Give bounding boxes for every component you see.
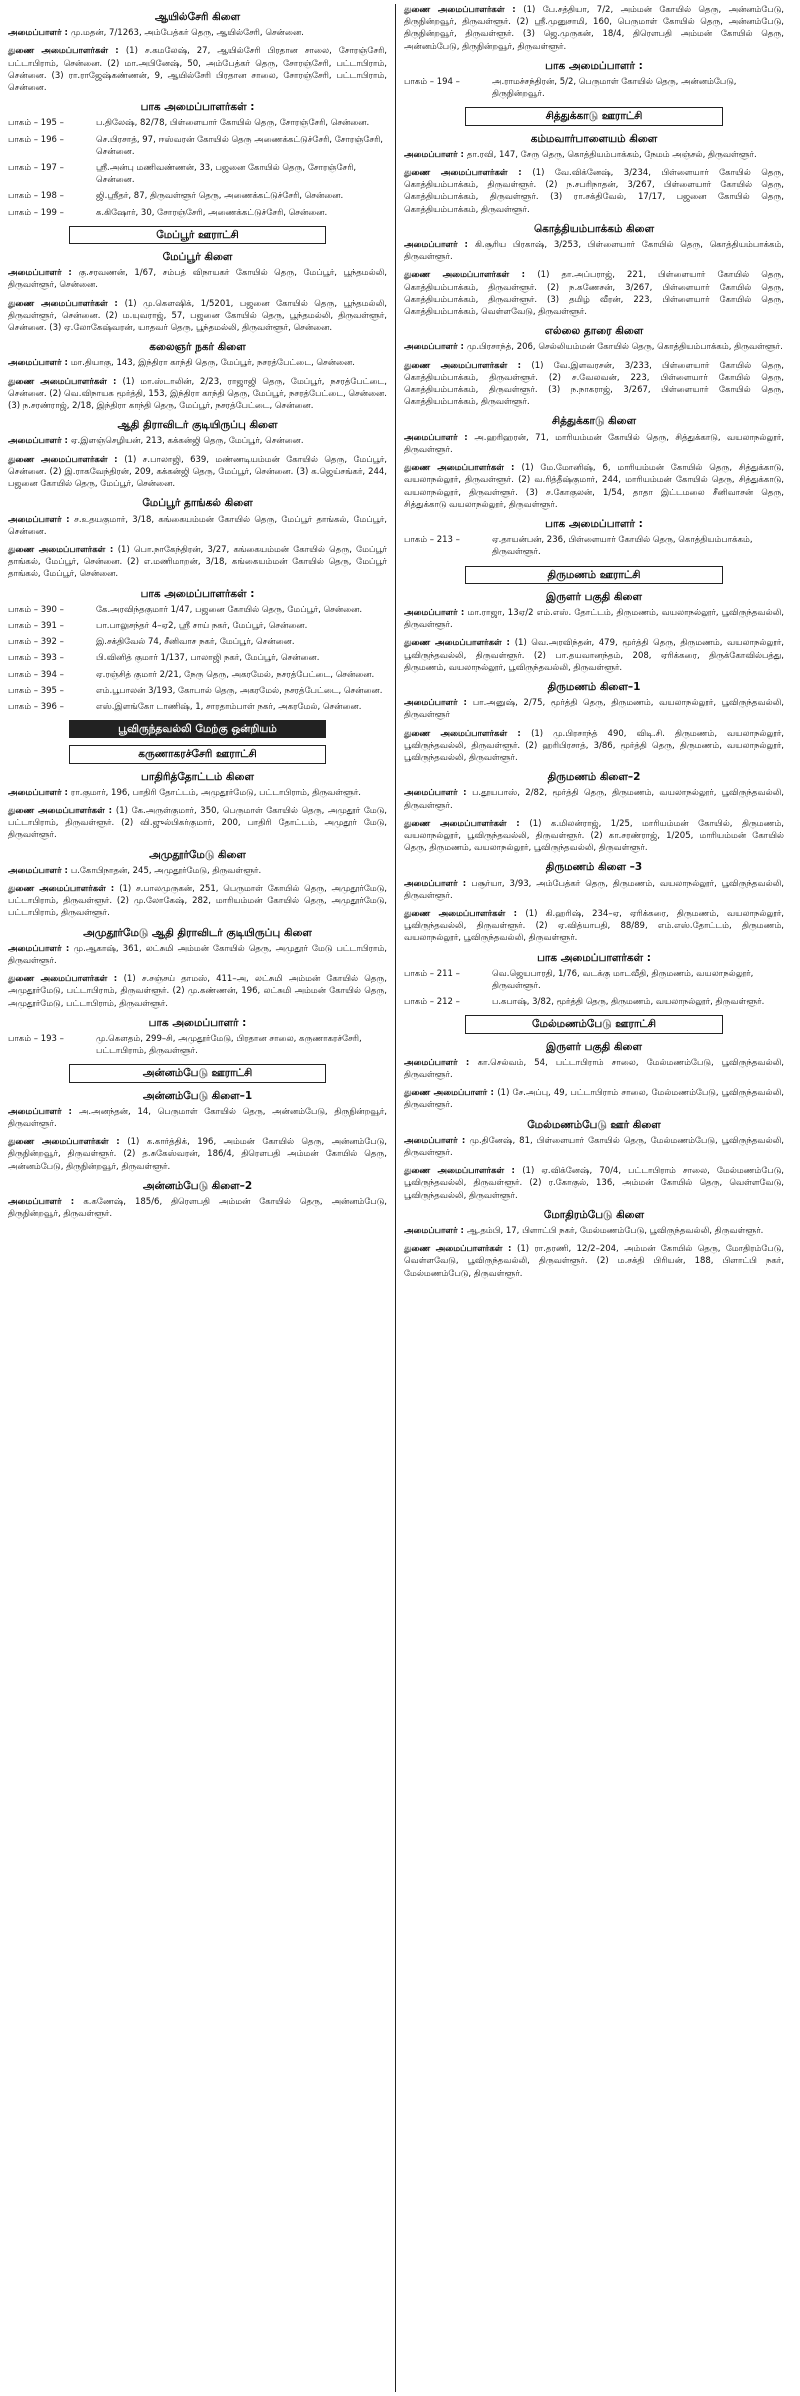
section-heading: மோதிரம்பேடு கிளை xyxy=(543,1208,645,1221)
section-heading: இருளர் பகுதி கிளை xyxy=(546,1040,642,1053)
member-entry xyxy=(404,167,784,216)
panchayat-heading: அன்னம்பேடு ஊராட்சி xyxy=(69,1064,326,1082)
member-entry xyxy=(8,45,387,94)
role-label: துணை அமைப்பாளர்கள் : xyxy=(404,1244,517,1254)
section-heading: பாதிரித்தோட்டம் கிளை xyxy=(141,770,254,783)
member-details: மா.தியாகு, 143, இந்திரா காந்தி தெரு, மேப்பூர், நசரத்பேட்டை, சென்னை. xyxy=(70,358,355,369)
booth-number: பாகம் – 394 – xyxy=(8,669,64,680)
member-details: (1) ஏ.விக்னேஷ், 70/4, பட்டாபிராம் சாலை, மேல்மணம்பேடு, பூவிருந்தவல்லி, திருவள்ளூர். (2) ர.கோகுல், 136, அம்மன் கோயில் தெரு, வெள்ளவேடு, பூவிருந்தவல்லி, திருவள்ளூர். xyxy=(404,1166,784,1201)
role-label: அமைப்பாளர் : xyxy=(404,342,467,352)
booth-entry xyxy=(8,669,387,681)
member-entry xyxy=(404,908,784,945)
booth-number: பாகம் – 212 – xyxy=(404,997,460,1008)
booth-number: பாகம் – 391 – xyxy=(8,620,64,631)
role-label: துணை அமைப்பாளர் : xyxy=(404,1088,497,1098)
member-entry xyxy=(8,454,387,491)
role-label: துணை அமைப்பாளர்கள் : xyxy=(8,806,116,816)
member-details: அ.ஹரிஹரன், 71, மாரியம்மன் கோயில் தெரு, சித்துக்காடு, வயலாநல்லூர், திருவள்ளூர். xyxy=(404,432,784,455)
member-entry xyxy=(8,435,387,447)
section-heading: எல்லை தாரை கிளை xyxy=(544,325,644,338)
section-heading: திருமணம் கிளை –3 xyxy=(545,861,643,874)
member-entry xyxy=(404,1225,784,1237)
member-details: மா.ராஜா, 13ஏ/2 எம்.எஸ். தோட்டம், திருமணம், வயலாநல்லூர், பூவிருந்தவல்லி, திருவள்ளூர். xyxy=(404,607,784,631)
booth-organiser: பி.வினித் குமார் 1/137, பாலாஜி நகர், மேப்பூர், சென்னை. xyxy=(96,653,320,664)
section-heading: பாக அமைப்பாளர்கள் : xyxy=(140,101,255,114)
booth-organiser: ப.கபாஷ், 3/82, மூர்த்தி தெரு, திருமணம், வயலாநல்லூர், திருவள்ளூர். xyxy=(492,997,765,1008)
member-details: ஆ.தம்பி, 17, பிளாட்பி நகர், மேல்மணம்பேடு, பூவிருந்தவல்லி, திருவள்ளூர். xyxy=(466,1226,764,1237)
member-entry xyxy=(404,149,784,161)
member-entry xyxy=(404,269,784,318)
panchayat-heading: திருமணம் ஊராட்சி xyxy=(465,566,722,584)
role-label: துணை அமைப்பாளர்கள் : xyxy=(8,377,122,387)
booth-number: பாகம் – 195 – xyxy=(8,118,64,129)
booth-entry xyxy=(8,652,387,664)
role-label: துணை அமைப்பாளர்கள் : xyxy=(404,5,523,15)
role-label: அமைப்பாளர் : xyxy=(404,1226,467,1236)
member-entry xyxy=(404,1057,784,1081)
booth-entry xyxy=(404,76,784,100)
member-details: (1) ரா.தரணி, 12/2–204, அம்மன் கோயில் தெரு, மோதிரம்பேடு, வெள்ளவேடு, பூவிருந்தவல்லி, திருவள்ளூர். (2) ம.சக்தி பிரியன், 188, பிளாட்பி நகர், மேல்மணம்பேடு, திருவள்ளூர். xyxy=(404,1244,784,1279)
right-column xyxy=(396,4,792,2392)
member-entry xyxy=(404,239,784,263)
member-entry xyxy=(8,376,387,413)
role-label: அமைப்பாளர் : xyxy=(404,240,475,250)
member-entry xyxy=(404,818,784,855)
member-details: தா.ரவி, 147, சேரு தெரு, கொத்தியம்பாக்கம், நேமம் அஞ்சல், திருவள்ளூர். xyxy=(466,149,757,160)
role-label: அமைப்பாளர் : xyxy=(404,788,472,798)
member-details: பசூர்யா, 3/93, அம்பேத்கர் தெரு, திருமணம், வயலாநல்லூர், பூவிருந்தவல்லி, திருவள்ளூர். xyxy=(404,878,784,901)
booth-number: பாகம் – 392 – xyxy=(8,637,64,648)
booth-entry xyxy=(404,534,784,558)
role-label: துணை அமைப்பாளர்கள் : xyxy=(8,455,124,465)
role-label: அமைப்பாளர் : xyxy=(8,944,74,954)
member-details: க.கணேஷ், 185/6, திரௌபதி அம்மன் கோயில் தெரு, அன்னம்பேடு, திருநின்றவூர், திருவள்ளூர். xyxy=(8,1197,387,1220)
booth-number: பாகம் – 213 – xyxy=(404,535,460,546)
role-label: அமைப்பாளர் : xyxy=(8,436,71,446)
section-heading: ஆயில்சேரி கிளை xyxy=(154,11,241,23)
section-heading: திருமணம் கிளை–2 xyxy=(547,771,641,784)
role-label: அமைப்பாளர் : xyxy=(404,608,468,618)
member-entry xyxy=(8,27,387,39)
member-details: (1) பே.சத்தியா, 7/2, அம்மன் கோயில் தெரு, அன்னம்பேடு, திருநின்றவூர், திருவள்ளூர். (2) ஸ்ரீ.முனுசாமி, 160, பெருமாள் கோயில் தெரு, அன்னம்பேடு, திருநின்றவூர், திருவள்ளூர். (3) ஜெ.முருகன், 18/4, திரௌபதி அம்மன் கோயில் தெரு, அன்னம்பேடு, திருநின்றவூர், திருவள்ளூர். xyxy=(404,5,784,52)
member-details: கா.செல்வம், 54, பட்டாபிராம் சாலை, மேல்மணம்பேடு, பூவிருந்தவல்லி, திருவள்ளூர். xyxy=(404,1057,784,1081)
member-details: மு.மதன், 7/1263, அம்பேத்கர் தெரு, ஆயில்சேரி, சென்னை. xyxy=(70,28,304,39)
booth-entry xyxy=(404,996,784,1008)
role-label: துணை அமைப்பாளர்கள் : xyxy=(8,974,124,984)
member-entry xyxy=(8,943,387,967)
member-details: (1) கே.அருள்குமார், 350, பெருமாள் கோயில் தெரு, அமுதூர் மேடு, பட்டாபிராம், திருவள்ளூர். (2) வி.ஜுல்பிகர்குமார், 200, பாதிரி தோட்டம், அமுதூர் மேடு, திருவள்ளூர். xyxy=(8,805,387,841)
member-entry xyxy=(8,973,387,1010)
role-label: துணை அமைப்பாளர்கள் : xyxy=(404,463,522,473)
booth-organiser: அ.ராமச்சந்திரன், 5/2, பெருமாள் கோயில் தெரு, அன்னம்பேடு, திருநின்றவூர். xyxy=(492,77,737,100)
booth-organiser: மு.கௌதம், 299–சி, அமுதூர்மேடு, பிரதான சாலை, கருணாகரச்சேரி, பட்டாபிராம், திருவள்ளூர். xyxy=(96,1034,362,1057)
member-details: (1) மா.ஸ்டாலின், 2/23, ராஜாஜி தெரு, மேப்பூர், நசரத்பேட்டை, சென்னை. (2) வெ.விநாயக மூர்த்தி, 153, இந்திரா காந்தி தெரு, மேப்பூர், நசரத்பேட்டை, சென்னை. (3) ந.சரண்ராஜ், 2/18, இந்திரா காந்தி தெரு, மேப்பூர், நசரத்பேட்டை, சென்னை. xyxy=(8,376,387,412)
member-details: (1) வே.விக்னேஷ், 3/234, பிள்ளையார் கோயில் தெரு, கொத்தியம்பாக்கம், திருவள்ளூர். (2) ந.சபரிநாதன், 3/267, பிள்ளையார் கோயில் தெரு, கொத்தியம்பாக்கம், திருவள்ளூர். (3) ரா.சக்திவேல், 17/17, பஜனை கோயில் தெரு, கொத்தியம்பாக்கம், திருவள்ளூர். xyxy=(404,168,784,215)
role-label: அமைப்பாளர் : xyxy=(8,358,71,368)
role-label: அமைப்பாளர் : xyxy=(404,1136,470,1146)
booth-number: பாகம் – 395 – xyxy=(8,685,64,696)
member-entry xyxy=(8,298,387,335)
booth-organiser: ஸ்ரீ.அன்பு மணிவண்ணன், 33, பஜனை கோயில் தெரு, சோரஞ்சேரி, சென்னை. xyxy=(96,163,357,186)
role-label: துணை அமைப்பாளர்கள் : xyxy=(404,638,515,648)
booth-organiser: எம்.பூபாலன் 3/193, கோபால் தெரு, அகரமேல், நசரத்பேட்டை, சென்னை. xyxy=(96,685,383,696)
booth-entry xyxy=(8,701,387,713)
member-details: (1) சே.அப்பு, 49, பட்டாபிராம் சாலை, மேல்மணம்பேடு, பூவிருந்தவல்லி, திருவள்ளூர். xyxy=(404,1088,784,1111)
role-label: துணை அமைப்பாளர்கள் : xyxy=(8,1137,127,1147)
role-label: அமைப்பாளர் : xyxy=(8,515,74,525)
panchayat-heading: மேல்மணம்பேடு ஊராட்சி xyxy=(465,1015,722,1033)
member-details: (1) வே.இளவரசன், 3/233, பிள்ளையார் கோயில் தெரு, கொத்தியம்பாக்கம், திருவள்ளூர். (2) ச.வேலவன், 223, பிள்ளையார் கோயில் தெரு, கொத்தியம்பாக்கம், திருவள்ளூர். (3) ந.நாகராஜ், 3/267, பிள்ளையார் கோயில் தெரு, கொத்தியம்பாக்கம், திருவள்ளூர். xyxy=(404,360,784,408)
member-details: (1) ச.சஞ்சய் தாமஸ், 411–அ, லட்சுமி அம்மன் கோயில் தெரு, அமுதூர்மேடு, பட்டாபிராம், திருவள்ளூர். (2) மு.கண்ணன், 196, லட்சுமி அம்மன் கோயில் தெரு, அமுதூர்மேடு, பட்டாபிராம், திருவள்ளூர். xyxy=(8,974,387,1009)
member-details: (1) கி.ஹரிஷ், 234–ஏ, ஏரிக்கரை, திருமணம், வயலாநல்லூர், பூவிருந்தவல்லி, திருவள்ளூர். (2) ஏ.வித்யாபதி, 88/89, எம்.எஸ்.தோட்டம், திருமணம், வயலாநல்லூர், பூவிருந்தவல்லி, திருவள்ளூர். xyxy=(404,908,784,944)
booth-organiser: ப.திலேஷ், 82/78, பிள்ளையார் கோயில் தெரு, சோரஞ்சேரி, சென்னை. xyxy=(96,118,370,129)
member-entry xyxy=(8,1136,387,1173)
booth-entry xyxy=(8,162,387,186)
booth-organiser: இ.சக்திவேல் 74, சீனிவாச நகர், மேப்பூர், சென்னை. xyxy=(96,637,295,648)
section-heading: பாக அமைப்பாளர்கள் : xyxy=(140,587,255,600)
role-label: அமைப்பாளர் : xyxy=(8,268,79,278)
member-entry xyxy=(8,865,387,877)
member-details: மு.தினேஷ், 81, பிள்ளையார் கோயில் தெரு, மேல்மணம்பேடு, பூவிருந்தவல்லி, திருவள்ளூர். xyxy=(404,1135,784,1159)
member-details: (1) ச.பாலமுருகன், 251, பெருமாள் கோயில் தெரு, அமுதூர்மேடு, பட்டாபிராம், திருவள்ளூர். (2) மு.லோகேஷ், 282, மாரியம்மன் கோயில் தெரு, அமுதூர்மேடு, பட்டாபிராம், திருவள்ளூர். xyxy=(8,883,387,919)
booth-entry xyxy=(8,117,387,129)
section-heading: அமுதூர்மேடு ஆதி திராவிடர் குடியிருப்பு கிளை xyxy=(83,926,312,939)
booth-number: பாகம் – 390 – xyxy=(8,604,64,615)
booth-number: பாகம் – 199 – xyxy=(8,207,64,218)
role-label: துணை அமைப்பாளர்கள் : xyxy=(404,168,532,178)
booth-number: பாகம் – 396 – xyxy=(8,701,64,712)
member-entry xyxy=(404,1087,784,1111)
member-entry xyxy=(8,1196,387,1220)
booth-number: பாகம் – 193 – xyxy=(8,1034,64,1044)
member-entry xyxy=(8,267,387,291)
left-column xyxy=(0,4,396,2392)
booth-organiser: எஸ்.இளங்கோ டாணிஷ், 1, சாரதாம்பாள் நகர், அகரமேல், சென்னை. xyxy=(96,701,362,712)
booth-organiser: க.கிஷோர், 30, சோரஞ்சேரி, அணைக்கட்டுச்சேரி, சென்னை. xyxy=(96,207,328,218)
role-label: அமைப்பாளர் : xyxy=(404,879,471,889)
booth-number: பாகம் – 211 – xyxy=(404,968,460,979)
booth-entry xyxy=(8,1033,387,1057)
member-entry xyxy=(404,607,784,631)
role-label: அமைப்பாளர் : xyxy=(8,1197,83,1207)
member-details: (1) மே.மோனிஷ், 6, மாரியம்மன் கோயில் தெரு, சித்துக்காடு, வயலாநல்லூர், திருவள்ளூர். (2) வ.ரித்தீஷ்குமார், 244, மாரியம்மன் கோயில் தெரு, சித்துக்காடு, வயலாநல்லூர், திருவள்ளூர். (3) ச.கோகுலன், 1/54, தாதா இட்டமலை சீனிவாசன் தெரு, சித்துக்காடு வயலாநல்லூர், திருவள்ளூர். xyxy=(404,463,784,510)
member-details: மு.பிரசாந்த், 206, செல்லியம்மன் கோயில் தெரு, கொத்தியம்பாக்கம், திருவள்ளூர். xyxy=(466,342,783,353)
member-details: ச.உதயகுமார், 3/18, கங்கையம்மன் கோயில் தெரு, மேப்பூர் தாங்கல், மேப்பூர், சென்னை. xyxy=(8,514,387,537)
section-heading: பாக அமைப்பாளர் : xyxy=(545,59,643,72)
booth-entry xyxy=(8,636,387,648)
booth-organiser: ஏ.தாயன்பன், 236, பிள்ளையார் கோயில் தெரு, கொத்தியம்பாக்கம், திருவள்ளூர். xyxy=(492,535,753,558)
booth-organiser: ஜி.ஸ்ரீதர், 87, திருவள்ளூர் தெரு, அணைக்கட்டுச்சேரி, சென்னை. xyxy=(96,191,344,202)
booth-entry xyxy=(8,207,387,219)
booth-entry xyxy=(404,968,784,992)
booth-organiser: வெ.ஜெயபாரதி, 1/76, வடக்கு மாடவீதி, திருமணம், வயலாநல்லூர், திருவள்ளூர். xyxy=(492,968,754,991)
booth-organiser: கே.அரவிந்தகுமார் 1/47, பஜனை கோயில் தெரு, மேப்பூர், சென்னை. xyxy=(96,604,363,615)
member-entry xyxy=(404,878,784,902)
member-entry xyxy=(8,1106,387,1130)
panchayat-heading: சித்துக்காடு ஊராட்சி xyxy=(465,107,722,125)
section-heading: அன்னம்பேடு கிளை–2 xyxy=(142,1179,253,1192)
section-heading: பாக அமைப்பாளர்கள் : xyxy=(537,951,651,964)
role-label: துணை அமைப்பாளர்கள் : xyxy=(404,1166,522,1176)
member-details: (1) மு.கௌஷிக், 1/5201, பஜனை கோயில் தெரு, பூந்தமல்லி, திருவள்ளூர், சென்னை. (2) ம.யுவராஜ், 57, பஜனை கோயில் தெரு, பூந்தமல்லி, திருவள்ளூர், சென்னை. (3) ஏ.லோகேஷ்வரன், யாதவர் தெரு, பூந்தமல்லி, திருவள்ளூர், சென்னை. xyxy=(8,298,387,334)
section-heading: மேப்பூர் கிளை xyxy=(162,251,233,264)
section-heading: பாக அமைப்பாளர் : xyxy=(148,1016,247,1029)
member-entry xyxy=(404,697,784,721)
booth-organiser: பா.பாலுசந்தர் 4–ஏ2, ஸ்ரீ சாய் நகர், மேப்பூர், சென்னை. xyxy=(96,620,308,631)
member-entry xyxy=(8,787,387,799)
member-entry xyxy=(404,1135,784,1159)
booth-organiser: செ.பிரசாத், 97, ஈஸ்வரன் கோயில் தெரு அணைக்கட்டுச்சேரி, சோரஞ்சேரி, சென்னை. xyxy=(96,134,383,157)
role-label: அமைப்பாளர் : xyxy=(404,433,474,443)
member-details: (1) க.மிலன்ராஜ், 1/25, மாரியம்மன் கோயில், திருமணம், வயலாநல்லூர், பூவிருந்தவல்லி, திருவள்ளூர். (2) கா.சரண்ராஜ், 1/205, மாரியம்மன் கோயில் தெரு, திருமணம், வயலாநல்லூர், பூவிருந்தவல்லி, திருவள்ளூர். xyxy=(404,818,784,854)
member-details: மு.ஆகாஷ், 361, லட்சுமி அம்மன் கோயில் தெரு, அமுதூர் மேடு பட்டாபிராம், திருவள்ளூர். xyxy=(8,943,387,966)
member-entry xyxy=(8,544,387,581)
member-details: (1) மு.பிரசாந்த் 490, விடி.சி. திருமணம், வயலாநல்லூர், பூவிருந்தவல்லி, திருவள்ளூர். (2) ஹரிபிரசாத், 3/86, மூர்த்தி தெரு, திருமணம், வயலாநல்லூர், பூவிருந்தவல்லி, திருவள்ளூர். xyxy=(404,728,784,763)
booth-number: பாகம் – 393 – xyxy=(8,653,64,664)
member-details: ப.கோபிநாதன், 245, அமுதூர்மேடு, திருவள்ளூர். xyxy=(70,865,262,876)
member-details: ப.தூயபாஸ், 2/82, மூர்த்தி தெரு, திருமணம், வயலாநல்லூர், பூவிருந்தவல்லி, திருவள்ளூர். xyxy=(404,788,784,811)
member-entry xyxy=(404,4,784,53)
member-entry xyxy=(404,1243,784,1280)
member-details: ஏ.இளஞ்செழியன், 213, கக்கன்ஜி தெரு, மேப்பூர், சென்னை. xyxy=(70,436,304,447)
member-details: (1) ச.கமலேஷ், 27, ஆயில்சேரி பிரதான சாலை, சோரஞ்சேரி, பட்டாபிராம், சென்னை. (2) மா.அபினேஷ், 50, அம்பேத்கர் தெரு, சோரஞ்சேரி, பட்டாபிராம், சென்னை. (3) ரா.ராஜேஷ்கண்ணன், 9, ஆயில்சேரி பிரதான சாலை, சோரஞ்சேரி, பட்டாபிராம், சென்னை. xyxy=(8,46,387,94)
member-details: கி.சூரிய பிரகாஷ், 3/253, பிள்ளையார் கோயில் தெரு, கொத்தியம்பாக்கம், திருவள்ளூர். xyxy=(404,240,785,263)
role-label: துணை அமைப்பாளர்கள் : xyxy=(404,909,525,919)
section-heading: கலைஞர் நகர் கிளை xyxy=(149,341,246,354)
member-entry xyxy=(404,341,784,353)
section-heading: ஆதி திராவிடர் குடியிருப்பு கிளை xyxy=(117,419,278,432)
member-details: (1) வெ.அரவிந்தன், 479, மூர்த்தி தெரு, திருமணம், வயலாநல்லூர், பூவிருந்தவல்லி, திருவள்ளூர். (2) பா.தயவானந்தம், 208, ஏரிக்கரை, திருக்கோவில்பத்து, திருமணம், வயலாநல்லூர், பூவிருந்தவல்லி, திருவள்ளூர். xyxy=(404,638,784,673)
section-heading: கம்மவார்பாளையம் கிளை xyxy=(530,132,658,145)
member-entry xyxy=(404,462,784,511)
role-label: துணை அமைப்பாளர்கள் : xyxy=(404,729,531,739)
role-label: துணை அமைப்பாளர்கள் : xyxy=(404,819,529,829)
member-details: (1) பொ.நாகேந்திரன், 3/27, கங்கையம்மன் கோயில் தெரு, மேப்பூர் தாங்கல், மேப்பூர், சென்னை. (2) எ.மணிமாறன், 3/18, கங்கையம்மன் கோயில் தெரு, மேப்பூர் தாங்கல், மேப்பூர், சென்னை. xyxy=(8,544,387,580)
member-entry xyxy=(8,514,387,538)
member-entry xyxy=(8,805,387,842)
member-details: (1) க.கார்த்திக், 196, அம்மன் கோயில் தெரு, அன்னம்பேடு, திருநின்றவூர், திருவள்ளூர். (2) த.சுகேஸ்வரன், 186/4, திரௌபதி அம்மன் கோயில் தெரு, அன்னம்பேடு, திருநின்றவூர், திருவள்ளூர். xyxy=(8,1137,387,1172)
member-entry xyxy=(8,357,387,369)
member-details: (1) தா.அப்பராஜ், 221, பிள்ளையார் கோயில் தெரு, கொத்தியம்பாக்கம், திருவள்ளூர். (2) ந.கணேசன், 3/267, பிள்ளையார் கோயில் தெரு, கொத்தியம்பாக்கம், திருவள்ளூர். (3) தமிழ் வீரன், 223, பிள்ளையார் கோயில் தெரு, கொத்தியம்பாக்கம், வெள்ளவேடு, திருவள்ளூர். xyxy=(404,270,784,318)
member-details: (1) ச.பாலாஜி, 639, மண்ணடியம்மன் கோயில் தெரு, மேப்பூர், சென்னை. (2) இ.ராகவேந்திரன், 209, கக்கன்ஜி தெரு, மேப்பூர், சென்னை. (3) க.ஜெய்சங்கர், 244, பஜனை கோயில் தெரு, மேப்பூர், சென்னை. xyxy=(8,454,387,490)
role-label: துணை அமைப்பாளர்கள் : xyxy=(8,299,125,309)
booth-entry xyxy=(8,190,387,202)
role-label: துணை அமைப்பாளர்கள் : xyxy=(8,46,126,56)
member-details: அ.அனந்தன், 14, பெருமாள் கோயில் தெரு, அன்னம்பேடு, திருநின்றவூர், திருவள்ளூர். xyxy=(8,1106,387,1130)
section-heading: இருளர் பகுதி கிளை xyxy=(546,590,642,603)
role-label: அமைப்பாளர் : xyxy=(8,1107,79,1117)
booth-organiser: ஏ.ரஞ்சித் குமார் 2/21, நேரு தெரு, அகரமேல், நசரத்பேட்டை, சென்னை. xyxy=(96,669,375,680)
booth-number: பாகம் – 198 – xyxy=(8,191,64,202)
section-heading: திருமணம் கிளை–1 xyxy=(547,680,641,693)
member-entry xyxy=(404,432,784,456)
section-heading: மேல்மணம்பேடு ஊர் கிளை xyxy=(527,1118,661,1131)
booth-number: பாகம் – 197 – xyxy=(8,163,64,174)
booth-entry xyxy=(8,685,387,697)
section-heading: பாக அமைப்பாளர் : xyxy=(545,517,643,530)
role-label: அமைப்பாளர் : xyxy=(404,150,467,160)
section-heading: மேப்பூர் தாங்கல் கிளை xyxy=(142,497,253,510)
section-heading: அமுதூர்மேடு கிளை xyxy=(149,848,246,861)
member-entry xyxy=(404,787,784,811)
booth-entry xyxy=(8,620,387,632)
member-details: ரா.குமார், 196, பாதிரி தோட்டம், அமுதூர்மேடு, பட்டாபிராம், திருவள்ளூர். xyxy=(70,787,361,798)
member-entry xyxy=(404,637,784,674)
role-label: அமைப்பாளர் : xyxy=(8,788,71,798)
role-label: துணை அமைப்பாளர்கள் : xyxy=(8,545,118,555)
panchayat-heading: கருணாகரச்சேரி ஊராட்சி xyxy=(69,745,326,763)
section-heading: அன்னம்பேடு கிளை–1 xyxy=(142,1089,253,1102)
section-heading: கொத்தியம்பாக்கம் கிளை xyxy=(533,222,655,235)
booth-number: பாகம் – 196 – xyxy=(8,134,64,145)
member-entry xyxy=(404,1165,784,1202)
member-entry xyxy=(404,360,784,409)
role-label: அமைப்பாளர் : xyxy=(8,28,71,38)
section-heading: சித்துக்காடு கிளை xyxy=(551,415,637,428)
role-label: அமைப்பாளர் : xyxy=(8,866,71,876)
booth-entry xyxy=(8,134,387,158)
member-entry xyxy=(404,728,784,765)
role-label: அமைப்பாளர் : xyxy=(404,1058,478,1068)
member-details: கு.சரவணன், 1/67, சம்பத் விநாயகர் கோயில் தெரு, மேப்பூர், பூந்தமல்லி, திருவள்ளூர், சென்னை. xyxy=(8,268,387,291)
booth-entry xyxy=(8,604,387,616)
member-details: பா.அனுஷ், 2/75, மூர்த்தி தெரு, திருமணம், வயலாநல்லூர், பூவிருந்தவல்லி, திருவள்ளூர் xyxy=(404,698,784,721)
panchayat-heading: மேப்பூர் ஊராட்சி xyxy=(69,226,326,244)
panchayat-heading: பூவிருந்தவல்லி மேற்கு ஒன்றியம் xyxy=(69,720,326,738)
member-entry xyxy=(8,883,387,920)
booth-number: பாகம் – 194 – xyxy=(404,77,460,88)
role-label: அமைப்பாளர் : xyxy=(404,698,473,708)
role-label: துணை அமைப்பாளர்கள் : xyxy=(404,270,537,280)
role-label: துணை அமைப்பாளர்கள் : xyxy=(404,361,531,371)
role-label: துணை அமைப்பாளர்கள் : xyxy=(8,884,119,894)
